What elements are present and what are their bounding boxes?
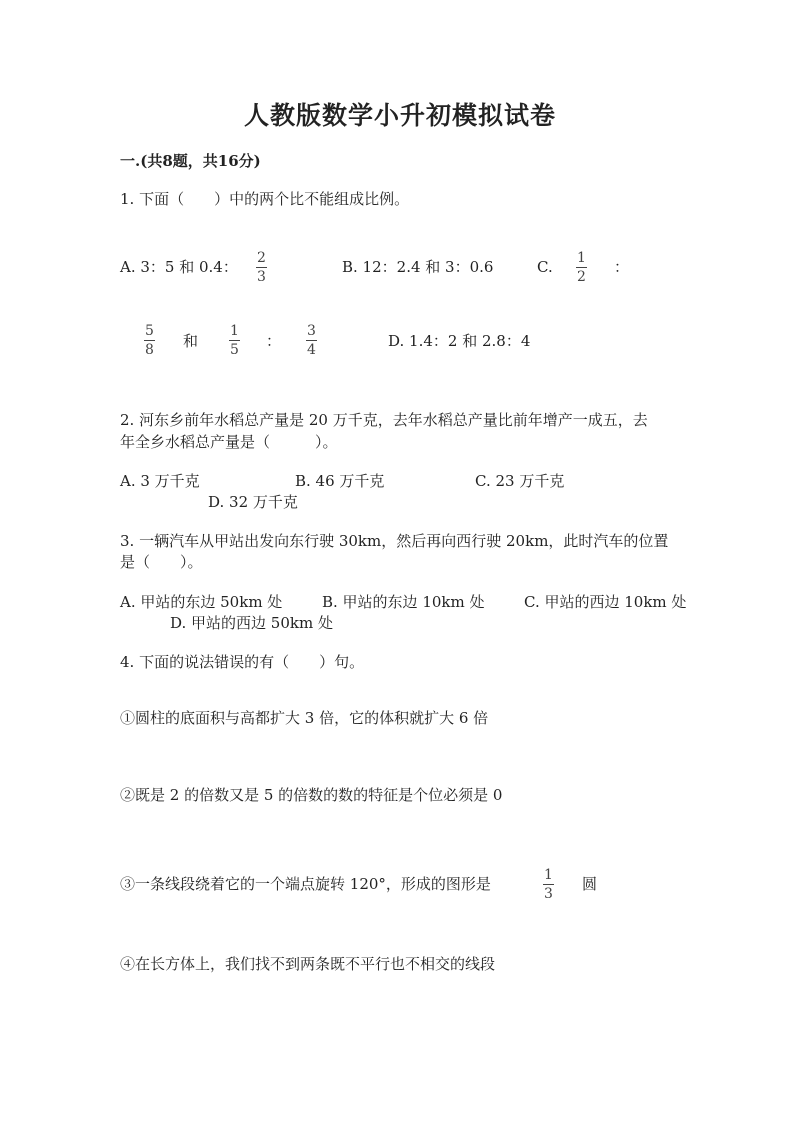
q2-stem-line-2: 年全乡水稻总产量是（ ）。 — [120, 433, 338, 451]
q1-option-a: A. 3：5 和 0.4： — [120, 258, 238, 276]
q1-option-c-fraction-3 — [229, 323, 240, 358]
q1-option-c-fraction-2 — [144, 323, 155, 358]
q4-statement-4: ④在长方体上，我们找不到两条既不平行也不相交的线段 — [120, 955, 496, 973]
q2-stem-line-1: 2. 河东乡前年水稻总产量是 20 万千克，去年水稻总产量比前年增产一成五，去 — [120, 411, 648, 429]
page-title: 人教版数学小升初模拟试卷 — [243, 101, 556, 130]
q1-option-c-label: C. — [537, 258, 553, 276]
q4-statement-2: ②既是 2 的倍数又是 5 的倍数的数的特征是个位必须是 0 — [120, 786, 503, 804]
q2-option-d: D. 32 万千克 — [208, 493, 298, 511]
q3-option-d: D. 甲站的西边 50km 处 — [170, 614, 333, 632]
fraction-denominator: 3 — [544, 886, 553, 902]
q2-option-b: B. 46 万千克 — [295, 472, 385, 490]
q1-option-c-colon-1: ： — [614, 258, 630, 276]
q3-stem-line-1: 3. 一辆汽车从甲站出发向东行驶 30km，然后再向西行驶 20km，此时汽车的位置 — [120, 532, 669, 550]
q1-option-c-and: 和 — [183, 332, 199, 350]
fraction-denominator: 3 — [257, 269, 266, 285]
q2-option-c: C. 23 万千克 — [475, 472, 565, 490]
section-heading: 一.(共8题，共16分) — [120, 152, 261, 170]
q1-option-c-colon-2: ： — [266, 332, 282, 350]
q4-stem: 4. 下面的说法错误的有（ ）句。 — [120, 653, 365, 671]
q3-option-b: B. 甲站的东边 10km 处 — [322, 593, 485, 611]
fraction-denominator: 4 — [307, 342, 316, 358]
fraction-denominator: 8 — [145, 342, 154, 358]
q4-statement-1: ①圆柱的底面积与高都扩大 3 倍，它的体积就扩大 6 倍 — [120, 709, 489, 727]
fraction-numerator: 1 — [544, 867, 553, 883]
q3-stem-line-2: 是（ ）。 — [120, 553, 203, 571]
q1-option-d: D. 1.4：2 和 2.8：4 — [388, 332, 531, 350]
q3-option-c: C. 甲站的西边 10km 处 — [524, 593, 687, 611]
q1-option-c-fraction-1 — [576, 250, 587, 285]
q1-option-a-fraction — [256, 250, 267, 285]
fraction-numerator: 5 — [145, 323, 154, 339]
fraction-numerator: 1 — [230, 323, 239, 339]
fraction-numerator: 2 — [257, 250, 266, 266]
q1-option-b: B. 12：2.4 和 3：0.6 — [342, 258, 494, 276]
q1-option-c-fraction-4 — [306, 323, 317, 358]
fraction-numerator: 1 — [577, 250, 586, 266]
q4-statement-3-fraction — [543, 867, 554, 902]
fraction-denominator: 5 — [230, 342, 239, 358]
fraction-denominator: 2 — [577, 269, 586, 285]
q3-option-a: A. 甲站的东边 50km 处 — [120, 593, 283, 611]
q2-option-a: A. 3 万千克 — [120, 472, 200, 490]
q4-statement-3: ③一条线段绕着它的一个端点旋转 120°，形成的图形是 — [120, 875, 491, 893]
fraction-numerator: 3 — [307, 323, 316, 339]
q1-stem: 1. 下面（ ）中的两个比不能组成比例。 — [120, 190, 410, 208]
q4-statement-3-suffix: 圆 — [582, 875, 598, 893]
